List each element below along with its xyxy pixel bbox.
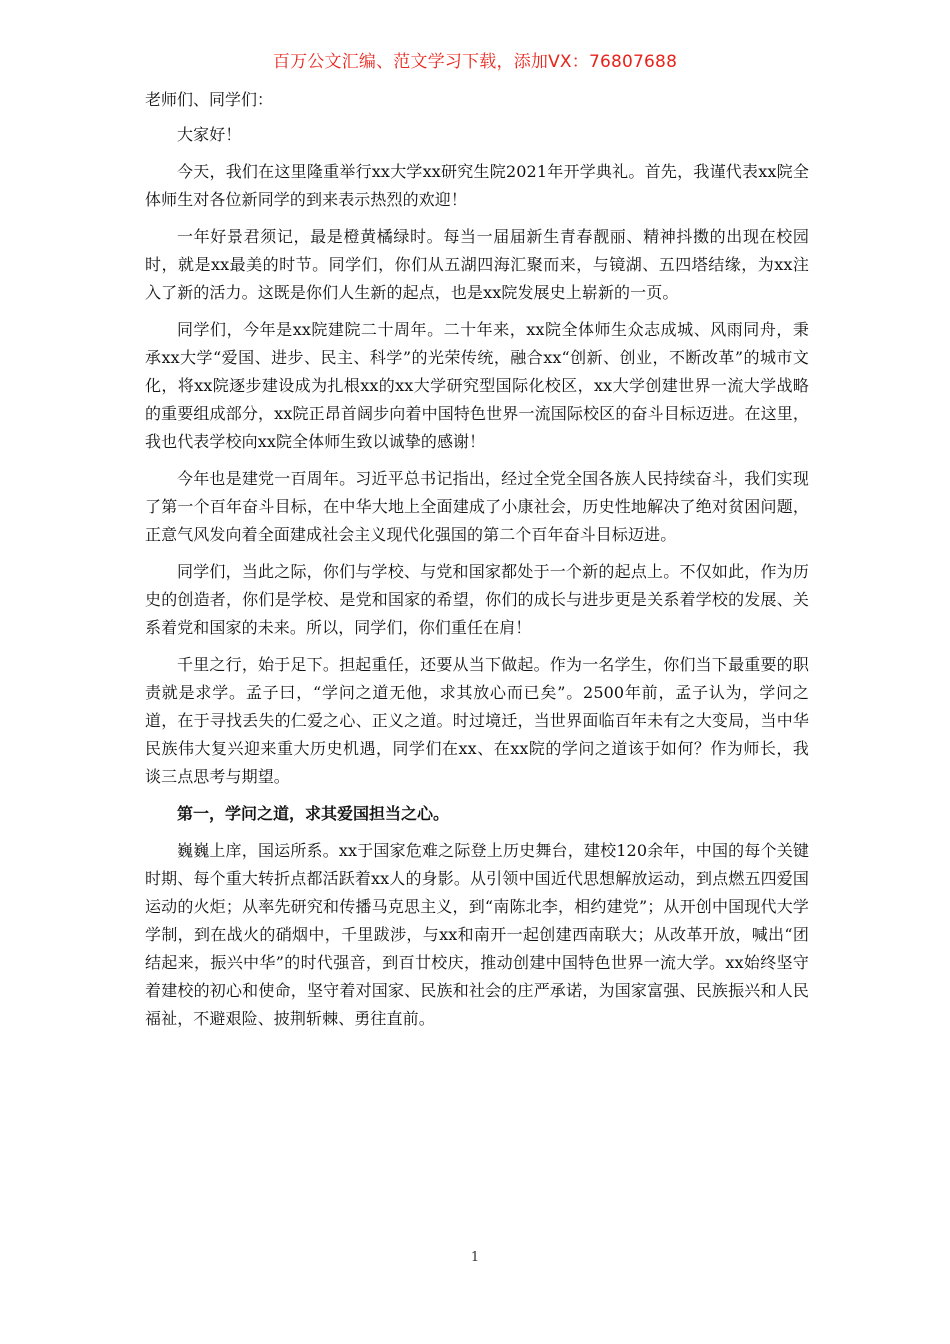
paragraph-anniversary: 同学们，今年是xx院建院二十周年。二十年来，xx院全体师生众志成城、风雨同舟，秉承xx大学“爱国、进步、民主、科学”的光荣传统，融合xx“创新、创业，不断改革”的城市文化，将xx院逐步建设成为扎根xx的xx大学研究型国际化校区，xx大学创建世界一流大学战略的重要组成部分，xx院正昂首阔步向着中国特色世界一流国际校区的奋斗目标迈进。在这里，我也代表学校向xx院全体师生致以诚挚的感谢！ [145, 320, 809, 451]
watermark-header: 百万公文汇编、范文学习下载，添加VX：76807688 [272, 52, 678, 72]
page-number: 1 [470, 1250, 480, 1265]
document-body [145, 87, 809, 1042]
paragraph-responsibility: 同学们，当此之际，你们与学校、与党和国家都处于一个新的起点上。不仅如此，作为历史的创造者，你们是学校、是党和国家的希望，你们的成长与进步更是关系着学校的发展、关系着党和国家的未来。所以，同学们，你们重任在肩！ [145, 562, 809, 637]
paragraph-opening: 今天，我们在这里隆重举行xx大学xx研究生院2021年开学典礼。首先，我谨代表xx院全体师生对各位新同学的到来表示热烈的欢迎！ [145, 162, 809, 209]
salutation: 老师们、同学们： [145, 90, 274, 109]
paragraph-history: 巍巍上庠，国运所系。xx于国家危难之际登上历史舞台，建校120余年，中国的每个关键时期、每个重大转折点都活跃着xx人的身影。从引领中国近代思想解放运动，到点燃五四爱国运动的火炬；从率先研究和传播马克思主义，到“南陈北李，相约建党”；从开创中国现代大学学制，到在战火的硝烟中，千里跋涉，与xx和南开一起创建西南联大；从改革开放，喊出“团结起来，振兴中华”的时代强音，到百廿校庆，推动创建中国特色世界一流大学。xx始终坚守着建校的初心和使命，坚守着对国家、民族和社会的庄严承诺，为国家富强、民族振兴和人民福祉，不避艰险、披荆斩棘、勇往直前。 [145, 841, 809, 1028]
paragraph-learning: 千里之行，始于足下。担起重任，还要从当下做起。作为一名学生，你们当下最重要的职责就是求学。孟子曰，“学问之道无他，求其放心而已矣”。2500年前，孟子认为，学问之道，在于寻找丢失的仁爱之心、正义之道。时过境迁，当世界面临百年未有之大变局，当中华民族伟大复兴迎来重大历史机遇，同学们在xx、在xx院的学问之道该于如何？作为师长，我谈三点思考与期望。 [145, 655, 809, 786]
paragraph-greeting: 大家好！ [177, 125, 242, 144]
paragraph-party-centenary: 今年也是建党一百周年。习近平总书记指出，经过全党全国各族人民持续奋斗，我们实现了第一个百年奋斗目标，在中华大地上全面建成了小康社会，历史性地解决了绝对贫困问题，正意气风发向着全面建成社会主义现代化强国的第二个百年奋斗目标迈进。 [145, 469, 809, 544]
section-heading: 第一，学问之道，求其爱国担当之心。 [177, 804, 450, 823]
paragraph-welcome: 一年好景君须记，最是橙黄橘绿时。每当一届届新生青春靓丽、精神抖擞的出现在校园时，就是xx最美的时节。同学们，你们从五湖四海汇聚而来，与镜湖、五四塔结缘，为xx注入了新的活力。这既是你们人生新的起点，也是xx院发展史上崭新的一页。 [145, 227, 809, 302]
